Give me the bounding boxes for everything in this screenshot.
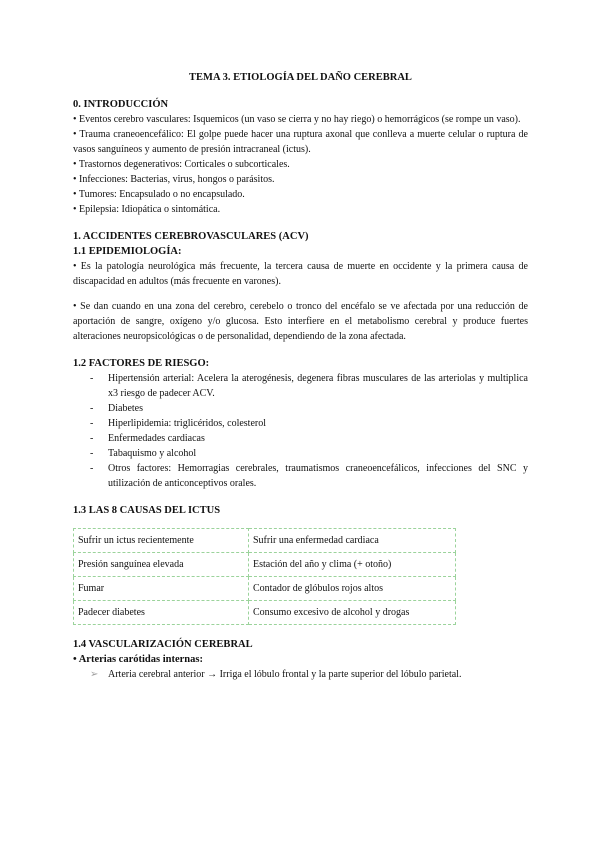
intro-heading: 0. INTRODUCCIÓN <box>73 99 169 110</box>
list-item: - Diabetes <box>73 401 528 416</box>
document-content <box>73 70 528 682</box>
risk-factors-heading: 1.2 FACTORES DE RIESGO: <box>73 358 210 369</box>
epidemiology-text: • Es la patología neurológica más frecuente, la tercera causa de muerte en occidente y la primera causa de discapacidad en adultos (más frecuente en varones). <box>73 261 528 287</box>
table-row <box>74 553 456 577</box>
intro-item: • Trastornos degenerativos: Corticales o subcorticales. <box>73 159 290 170</box>
table-cell: Fumar <box>74 577 249 601</box>
list-item: - Hipertensión arterial: Acelera la aterogénesis, degenera fibras musculares de las arteriolas y multiplica x3 riesgo de padecer ACV. <box>73 371 528 401</box>
risk-factors-list <box>73 371 528 491</box>
acv-definition-text: • Se dan cuando en una zona del cerebro, cerebelo o tronco del encéfalo se ve afectada por una reducción de aportación de sangre, oxígeno y/o glucosa. Esto interfiere en el metabolismo cerebral y produce fuertes alteraciones neuropsicológicas o de personalidad, dependiendo de la zona afectada. <box>73 301 528 342</box>
table-cell: Presión sanguínea elevada <box>74 553 249 577</box>
acv-heading: 1. ACCIDENTES CEREBROVASCULARES (ACV) <box>73 231 309 242</box>
list-item <box>73 667 528 682</box>
causes-table <box>73 528 456 625</box>
carotid-subheading: • Arterias carótidas internas: <box>73 654 203 665</box>
list-item: - Hiperlipidemia: triglicéridos, colesterol <box>73 416 528 431</box>
vascularization-heading: 1.4 VASCULARIZACIÓN CEREBRAL <box>73 639 253 650</box>
epidemiology-heading: 1.1 EPIDEMIOLOGÍA: <box>73 246 182 257</box>
table-cell: Consumo excesivo de alcohol y drogas <box>249 601 456 625</box>
intro-item: • Trauma craneoencefálico: El golpe puede hacer una ruptura axonal que conlleva a muerte celular o ruptura de vasos sanguíneos y aumento de presión intracraneal (ictus). <box>73 129 528 155</box>
intro-item: • Epilepsia: Idiopática o sintomática. <box>73 204 221 215</box>
table-cell: Sufrir una enfermedad cardiaca <box>249 529 456 553</box>
intro-item: • Eventos cerebro vasculares: Isquemicos (un vaso se cierra y no hay riego) o hemorrágicos (se rompe un vaso). <box>73 114 521 125</box>
table-cell: Contador de glóbulos rojos altos <box>249 577 456 601</box>
table-cell: Estación del año y clima (+ otoño) <box>249 553 456 577</box>
page-title: TEMA 3. ETIOLOGÍA DEL DAÑO CEREBRAL <box>189 72 412 83</box>
table-row <box>74 601 456 625</box>
intro-item: • Infecciones: Bacterias, virus, hongos o parásitos. <box>73 174 275 185</box>
arrow-bullet-icon: ➢ <box>90 669 99 680</box>
table-cell: Padecer diabetes <box>74 601 249 625</box>
table-row <box>74 529 456 553</box>
list-item: - Otros factores: Hemorragias cerebrales, traumatismos craneoencefálicos, infecciones del SNC y utilización de anticonceptivos orales. <box>73 461 528 491</box>
table-row <box>74 577 456 601</box>
arrow-item-text: Arteria cerebral anterior → Irriga el lóbulo frontal y la parte superior del lóbulo parietal. <box>108 669 462 680</box>
list-item: - Enfermedades cardiacas <box>73 431 528 446</box>
intro-item: • Tumores: Encapsulado o no encapsulado. <box>73 189 245 200</box>
table-cell: Sufrir un ictus recientemente <box>74 529 249 553</box>
causes-heading: 1.3 LAS 8 CAUSAS DEL ICTUS <box>73 505 221 516</box>
list-item: - Tabaquismo y alcohol <box>73 446 528 461</box>
